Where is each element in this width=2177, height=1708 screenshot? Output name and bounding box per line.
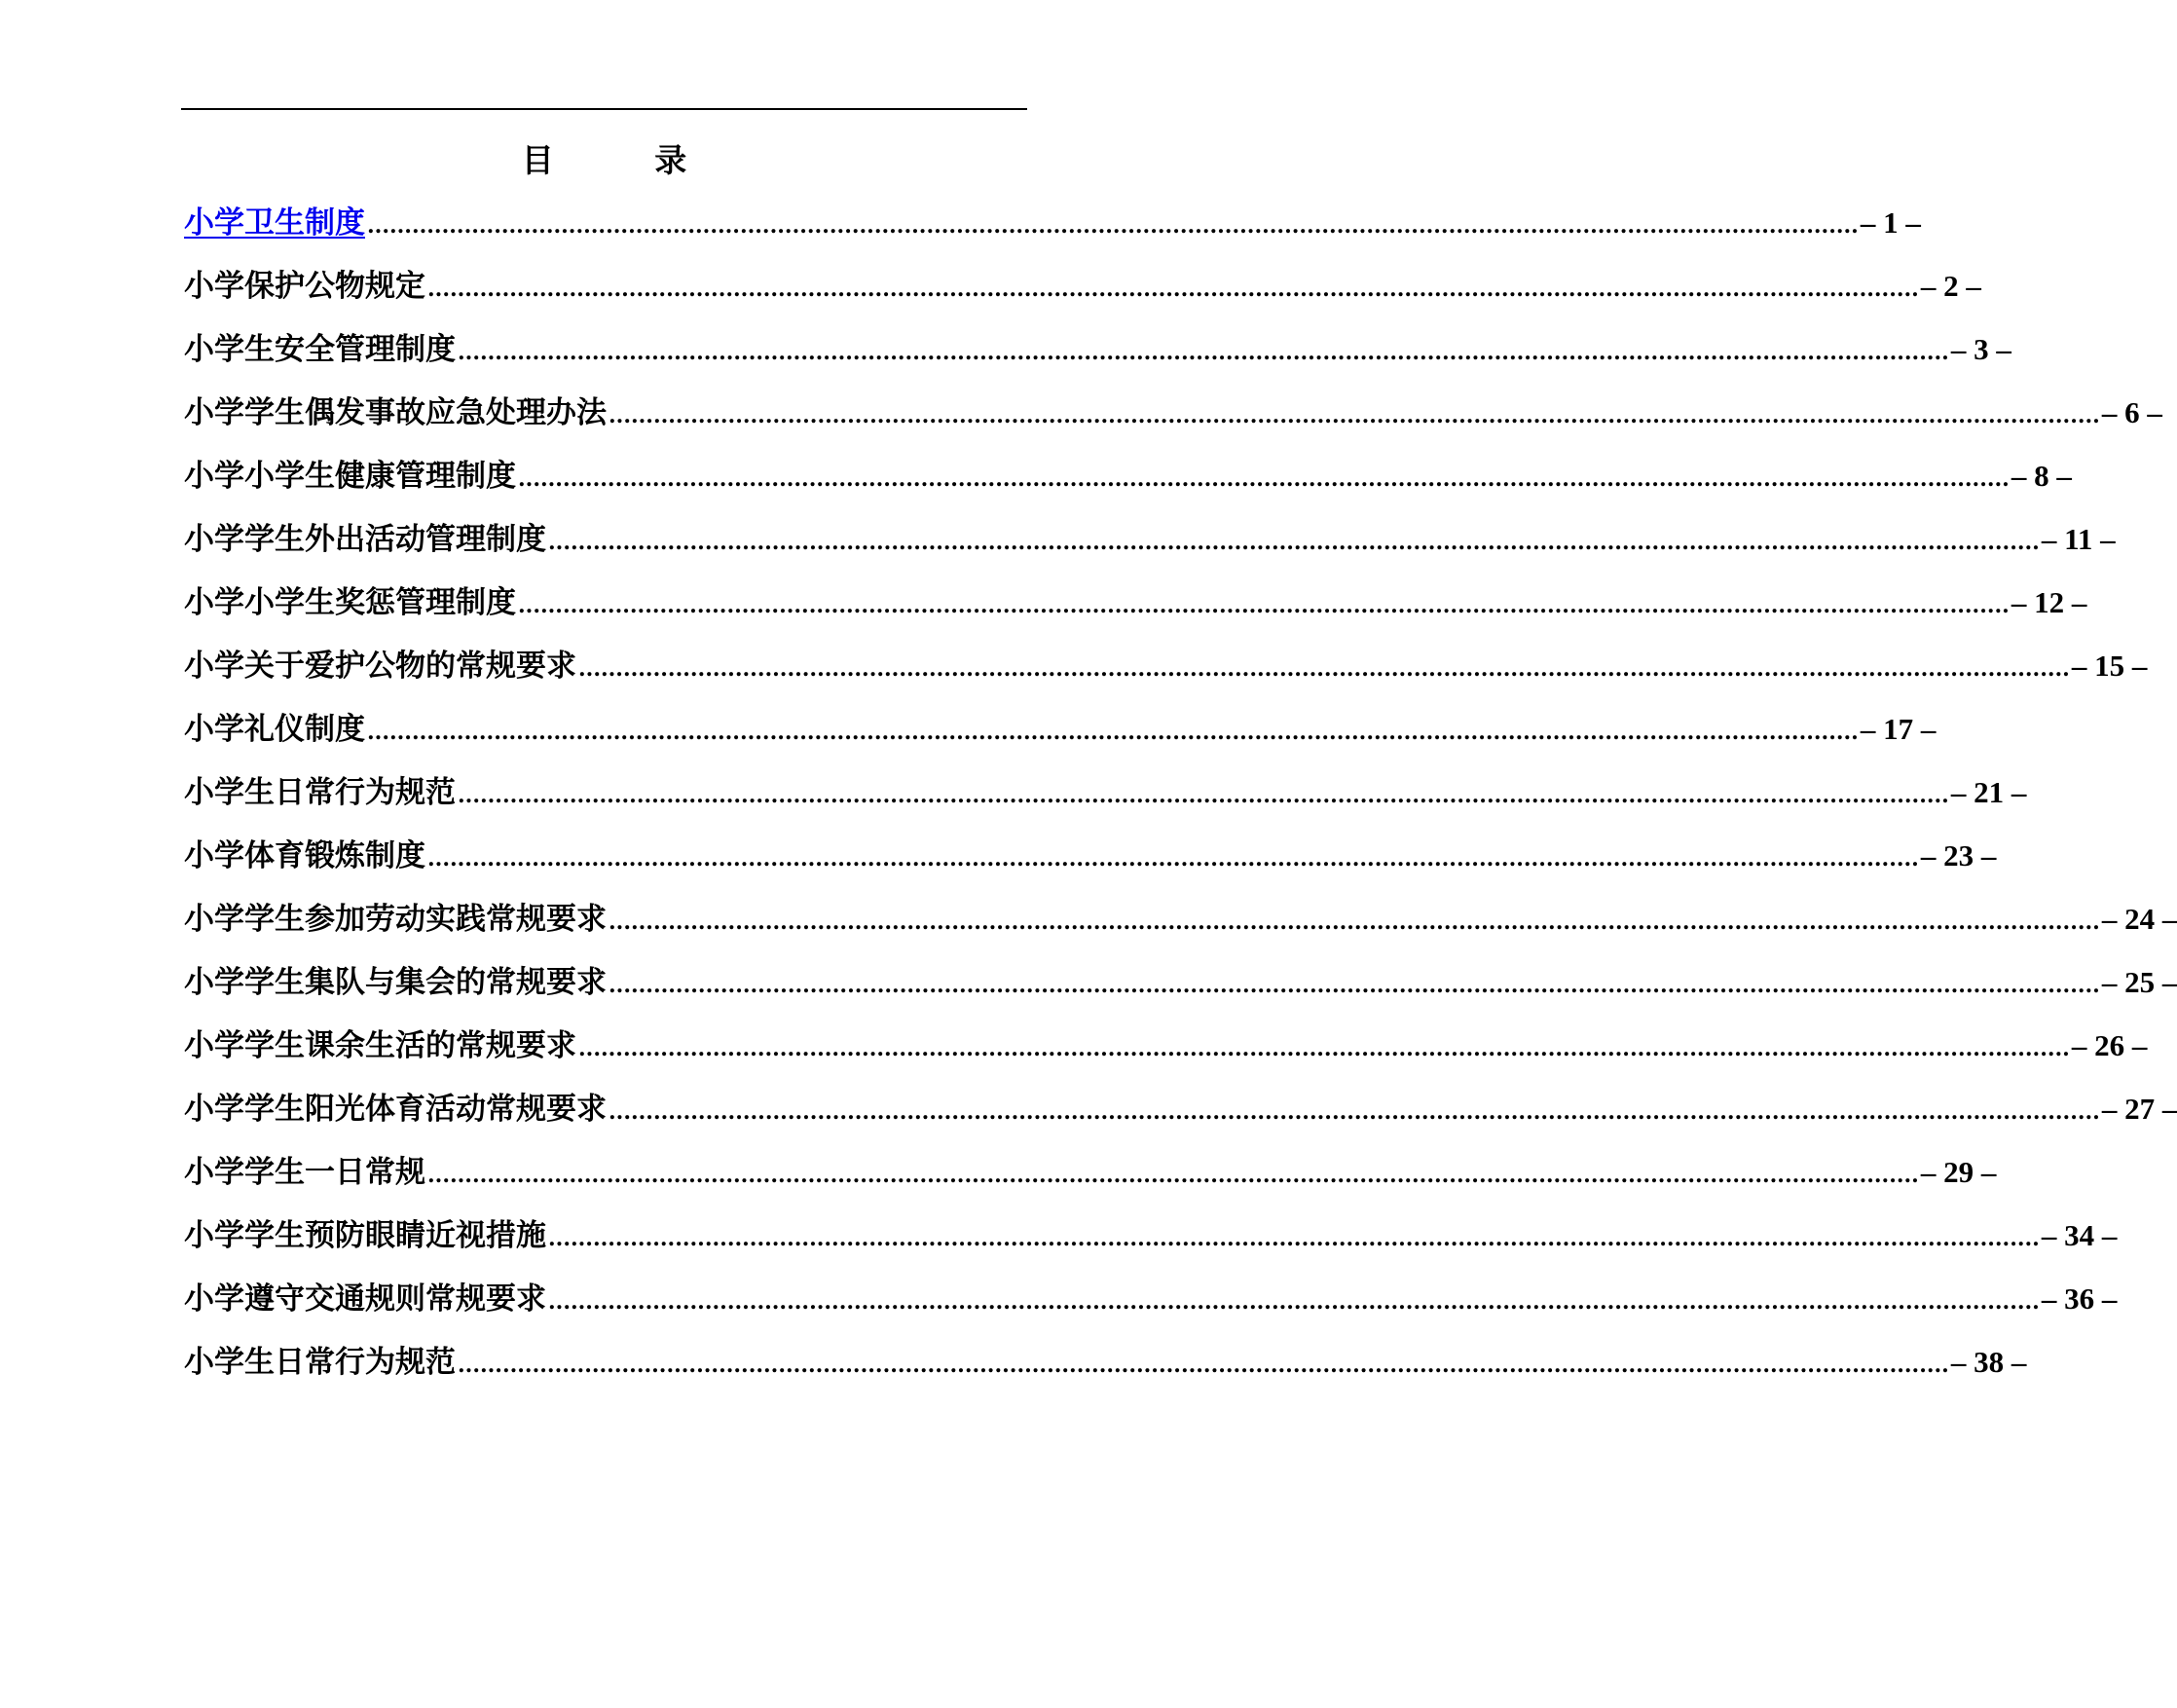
toc-entry-page: – 1 – — [1860, 205, 1921, 240]
toc-entry-title: 小学学生偶发事故应急处理办法 — [184, 395, 607, 430]
toc-entry-title: 小学学生课余生活的常规要求 — [184, 1028, 576, 1063]
toc-entry-title: 小学学生参加劳动实践常规要求 — [184, 902, 607, 937]
toc-entry[interactable] — [184, 1087, 2177, 1150]
dot-leader: ........................................................................................................................................................................................................ — [578, 656, 2070, 682]
dot-leader: ........................................................................................................................................................................................................ — [458, 1353, 1949, 1378]
toc-entry[interactable] — [184, 960, 2177, 1023]
toc-entry-title: 小学学生预防眼睛近视措施 — [184, 1218, 546, 1253]
toc-entry[interactable] — [184, 264, 1981, 327]
toc-entry[interactable] — [184, 1023, 2148, 1087]
toc-entry-title: 小学体育锻炼制度 — [184, 838, 425, 873]
toc-entry-title: 小学学生阳光体育活动常规要求 — [184, 1092, 607, 1127]
toc-entry[interactable] — [184, 1213, 2118, 1277]
dot-leader: ........................................................................................................................................................................................................ — [458, 340, 1949, 365]
toc-entry-page: – 3 – — [1950, 332, 2011, 366]
dot-leader: ........................................................................................................................................................................................................ — [367, 213, 1859, 239]
toc-entry[interactable] — [184, 327, 2011, 390]
dot-leader: ........................................................................................................................................................................................................ — [427, 1163, 1919, 1188]
dot-leader: ........................................................................................................................................................................................................ — [367, 720, 1859, 745]
toc-entry[interactable] — [184, 580, 2087, 644]
toc-entry-title: 小学关于爱护公物的常规要求 — [184, 649, 576, 684]
toc-entry-page: – 21 – — [1950, 775, 2027, 809]
toc-entry[interactable] — [184, 707, 1937, 770]
dot-leader: ........................................................................................................................................................................................................ — [427, 277, 1919, 302]
toc-entry[interactable] — [184, 1150, 1997, 1213]
dot-leader: ........................................................................................................................................................................................................ — [548, 530, 2040, 555]
dot-leader: ........................................................................................................................................................................................................ — [548, 1289, 2040, 1315]
toc-list — [184, 201, 2177, 1403]
toc-entry-title: 小学保护公物规定 — [184, 269, 425, 304]
toc-entry[interactable] — [184, 454, 2072, 517]
toc-entry-title: 小学生安全管理制度 — [184, 332, 456, 367]
dot-leader: ........................................................................................................................................................................................................ — [609, 973, 2100, 998]
toc-entry-title: 小学生日常行为规范 — [184, 775, 456, 810]
dot-leader: ........................................................................................................................................................................................................ — [609, 403, 2100, 428]
dot-leader: ........................................................................................................................................................................................................ — [427, 846, 1919, 872]
toc-entry[interactable] — [184, 201, 1921, 264]
toc-entry-page: – 23 – — [1920, 838, 1997, 873]
toc-entry-page: – 17 – — [1860, 712, 1937, 746]
toc-entry-title[interactable]: 小学卫生制度 — [184, 205, 365, 241]
toc-entry-page: – 29 – — [1920, 1155, 1997, 1189]
dot-leader: ........................................................................................................................................................................................................ — [458, 783, 1949, 808]
toc-entry-title: 小学学生集队与集会的常规要求 — [184, 965, 607, 1000]
toc-entry-page: – 6 – — [2101, 395, 2162, 429]
toc-entry-title: 小学遵守交通规则常规要求 — [184, 1281, 546, 1317]
toc-entry-page: – 36 – — [2041, 1281, 2118, 1316]
toc-entry-page: – 8 – — [2011, 459, 2072, 493]
toc-entry[interactable] — [184, 834, 1997, 897]
toc-entry-title: 小学生日常行为规范 — [184, 1345, 456, 1380]
toc-entry-page: – 27 – — [2101, 1092, 2177, 1126]
dot-leader: ........................................................................................................................................................................................................ — [518, 593, 2010, 618]
toc-entry-page: – 11 – — [2041, 522, 2116, 556]
toc-entry-page: – 15 – — [2071, 649, 2148, 683]
toc-entry-page: – 26 – — [2071, 1028, 2148, 1062]
toc-entry-page: – 2 – — [1920, 269, 1981, 303]
toc-entry[interactable] — [184, 1340, 2027, 1403]
toc-entry[interactable] — [184, 770, 2027, 834]
toc-entry-page: – 38 – — [1950, 1345, 2027, 1379]
toc-entry-title: 小学学生一日常规 — [184, 1155, 425, 1190]
toc-entry[interactable] — [184, 1277, 2118, 1340]
dot-leader: ........................................................................................................................................................................................................ — [609, 1099, 2100, 1125]
toc-entry[interactable] — [184, 390, 2162, 454]
toc-entry-title: 小学学生外出活动管理制度 — [184, 522, 546, 557]
toc-entry[interactable] — [184, 644, 2148, 707]
toc-entry[interactable] — [184, 897, 2177, 960]
toc-entry-title: 小学礼仪制度 — [184, 712, 365, 747]
dot-leader: ........................................................................................................................................................................................................ — [578, 1036, 2070, 1061]
toc-entry-page: – 12 – — [2011, 585, 2087, 619]
toc-entry-page: – 24 – — [2101, 902, 2177, 936]
toc-entry-page: – 25 – — [2101, 965, 2177, 999]
toc-entry-title: 小学小学生奖惩管理制度 — [184, 585, 516, 620]
dot-leader: ........................................................................................................................................................................................................ — [518, 466, 2010, 492]
dot-leader: ........................................................................................................................................................................................................ — [548, 1226, 2040, 1251]
toc-entry-page: – 34 – — [2041, 1218, 2118, 1252]
toc-title: 目 录 — [521, 141, 732, 179]
dot-leader: ........................................................................................................................................................................................................ — [609, 910, 2100, 935]
header-rule — [181, 108, 1027, 110]
toc-entry[interactable] — [184, 517, 2116, 580]
toc-entry-title: 小学小学生健康管理制度 — [184, 459, 516, 494]
